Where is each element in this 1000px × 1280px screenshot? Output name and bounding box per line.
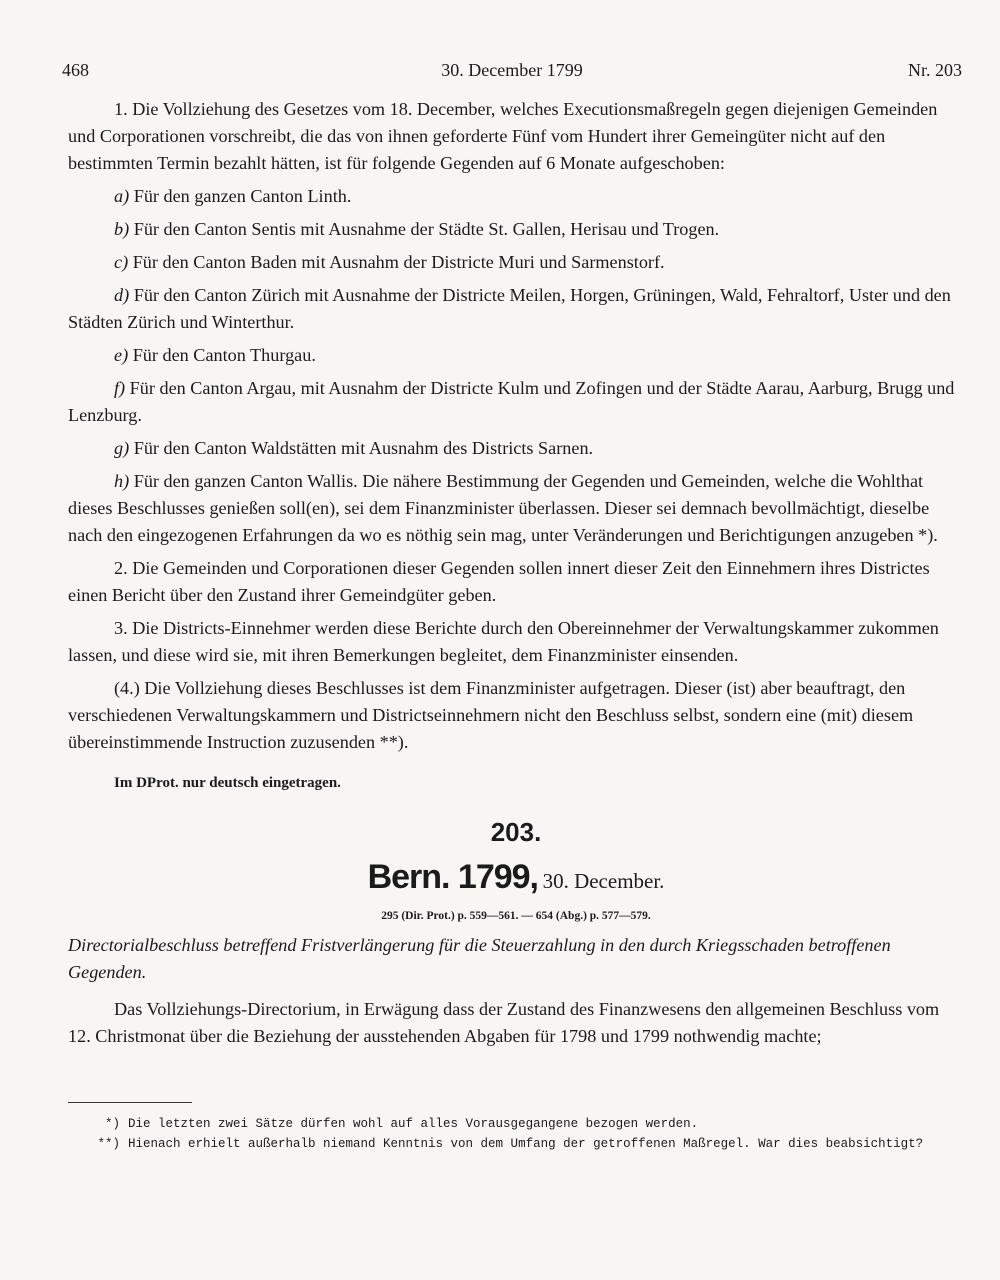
- item-text: Für den ganzen Canton Linth.: [133, 186, 352, 206]
- item-letter: h): [114, 471, 130, 491]
- paragraph-1: 1. Die Vollziehung des Gesetzes vom 18. December, welches Executionsmaßregeln gegen diejenigen Gemeinden und Corporationen vorschreibt, die das von ihnen geforderte Fünf vom Hundert ihrer Gemeingüter nicht auf den bestimmten Termin bezahlt hätten, ist für folgende Gegenden auf 6 Monate aufgeschoben:: [68, 99, 938, 173]
- item-text: Für den Canton Zürich mit Ausnahme der Districte Meilen, Horgen, Grüningen, Wald, Fehraltorf, Uster und den Städten Zürich und Winterthur.: [68, 285, 951, 332]
- header-date: 30. December 1799: [441, 60, 583, 80]
- item-text: Für den Canton Thurgau.: [132, 345, 316, 365]
- list-item-e: [68, 342, 964, 369]
- list-item-d: [68, 282, 964, 336]
- entry-title: Directorialbeschluss betreffend Fristverlängerung für die Steuerzahlung in den durch Kriegsschaden betroffenen Gegenden.: [68, 935, 891, 982]
- item-letter: b): [114, 219, 130, 239]
- header-doc-number: Nr. 203: [908, 60, 962, 80]
- footnote-mark: *): [104, 1117, 120, 1131]
- footnote-text: Hienach erhielt außerhalb niemand Kenntnis von dem Umfang der getroffenen Maßregel. War dies beabsichtigt?: [128, 1137, 924, 1151]
- item-text: Für den Canton Waldstätten mit Ausnahm des Districts Sarnen.: [133, 438, 594, 458]
- footnote-2: [68, 1134, 968, 1154]
- paragraph-2: 2. Die Gemeinden und Corporationen dieser Gegenden sollen innert dieser Zeit den Einnehmern ihres Districtes einen Bericht über den Zustand ihrer Gemeindgüter geben.: [68, 558, 930, 605]
- item-letter: g): [114, 438, 130, 458]
- item-letter: e): [114, 345, 129, 365]
- paragraph-3: 3. Die Districts-Einnehmer werden diese Berichte durch den Obereinnehmer der Verwaltungskammer zukommen lassen, und diese wird sie, mit ihren Bemerkungen begleitet, dem Finanzminister einsenden.: [68, 618, 939, 665]
- item-text: Für den Canton Sentis mit Ausnahme der Städte St. Gallen, Herisau und Trogen.: [133, 219, 720, 239]
- list-item-g: [68, 435, 964, 462]
- item-letter: d): [114, 285, 130, 305]
- entry-city-year: Bern. 1799,: [367, 858, 539, 896]
- footnote-text: Die letzten zwei Sätze dürfen wohl auf alles Vorausgegangene bezogen werden.: [128, 1117, 699, 1131]
- list-item-c: [68, 249, 964, 276]
- entry-place-date: [68, 855, 964, 904]
- footnotes: [68, 1114, 968, 1154]
- item-text: Für den ganzen Canton Wallis. Die nähere Bestimmung der Gegenden und Gemeinden, welche die Wohlthat dieses Beschlusses genießen soll(en), sei dem Finanzminister überlassen. Dieser sei demnach bevollmächtigt, dieselbe nach den eingezogenen Erfahrungen da wo es nöthig sein mag, unter Veränderungen und Berichtigungen anzugeben *).: [68, 471, 938, 545]
- footnote-1: [68, 1114, 968, 1134]
- item-text: Für den Canton Argau, mit Ausnahm der Districte Kulm und Zofingen und der Städte Aarau, Aarburg, Brugg und Lenzburg.: [68, 378, 955, 425]
- footnote-mark: **): [97, 1137, 120, 1151]
- item-letter: a): [114, 186, 130, 206]
- page-number: 468: [62, 60, 89, 80]
- entry-text: Das Vollziehungs-Directorium, in Erwägung dass der Zustand des Finanzwesens den allgemeinen Beschluss vom 12. Christmonat über die Beziehung der ausstehenden Abgaben für 1798 und 1799 nothwendig machte;: [68, 999, 940, 1046]
- item-letter: f): [114, 378, 126, 398]
- entry-number: 203.: [490, 817, 542, 847]
- main-text: [68, 96, 964, 1050]
- protocol-note: Im DProt. nur deutsch eingetragen.: [114, 775, 341, 791]
- list-item-f: [68, 375, 964, 429]
- paragraph-4: (4.) Die Vollziehung dieses Beschlusses ist dem Finanzminister aufgetragen. Dieser (ist) aber beauftragt, den verschiedenen Verwaltungskammern und Districtseinnehmern nicht den Beschluss selbst, sondern eine (mit) diesem übereinstimmende Instruction zuzusenden **).: [68, 678, 914, 752]
- footnote-divider: [68, 1102, 192, 1103]
- entry-day: 30. December.: [542, 869, 665, 893]
- running-header: [62, 60, 962, 86]
- list-item-b: [68, 216, 964, 243]
- list-item-h: [68, 468, 964, 549]
- item-text: Für den Canton Baden mit Ausnahm der Districte Muri und Sarmenstorf.: [132, 252, 665, 272]
- entry-references: 295 (Dir. Prot.) p. 559—561. — 654 (Abg.) p. 577—579.: [381, 910, 651, 922]
- item-letter: c): [114, 252, 129, 272]
- list-item-a: [68, 183, 964, 210]
